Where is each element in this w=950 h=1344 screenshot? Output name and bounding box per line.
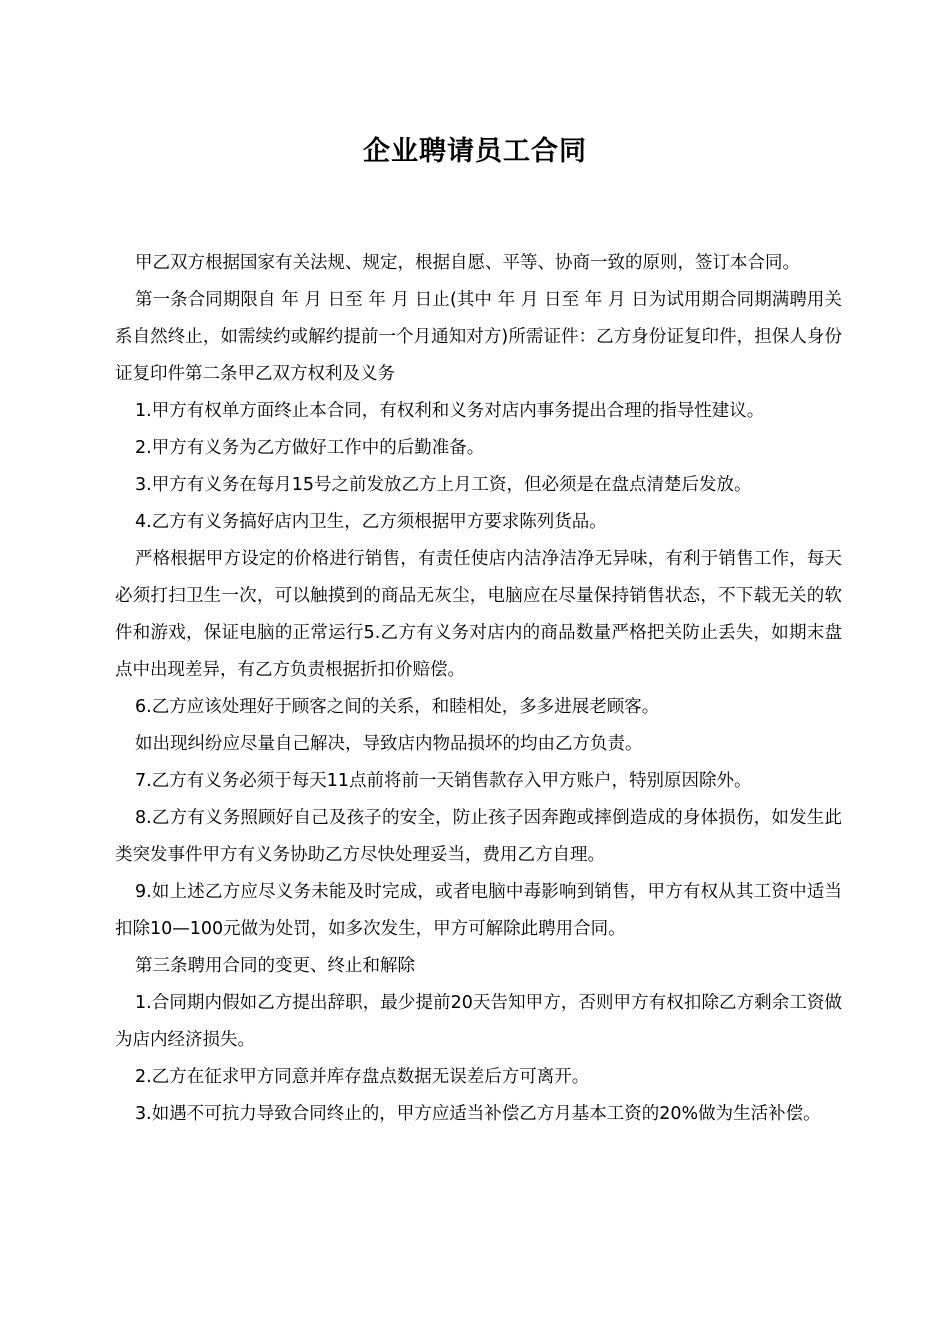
paragraph-item: 2.乙方在征求甲方同意并库存盘点数据无误差后方可离开。	[135, 1067, 590, 1087]
paragraph-item: 如出现纠纷应尽量自己解决，导致店内物品损坏的均由乙方负责。	[135, 734, 643, 754]
paragraph-item: 1.合同期内假如乙方提出辞职，最少提前20天告知甲方，否则甲方有权扣除乙方剩余工资做为店内经济损失。	[115, 993, 842, 1050]
paragraph-item: 6.乙方应该处理好于顾客之间的关系，和睦相处，多多进展老顾客。	[135, 697, 660, 717]
paragraph-item: 8.乙方有义务照顾好自己及孩子的安全，防止孩子因奔跑或摔倒造成的身体损伤，如发生此类突发事件甲方有义务协助乙方尽快处理妥当，费用乙方自理。	[115, 808, 842, 865]
paragraph-item: 3.甲方有义务在每月15号之前发放乙方上月工资，但必须是在盘点清楚后发放。	[135, 475, 752, 495]
paragraph-item: 9.如上述乙方应尽义务未能及时完成，或者电脑中毒影响到销售，甲方有权从其工资中适当扣除10—100元做为处罚，如多次发生，甲方可解除此聘用合同。	[115, 882, 842, 939]
paragraph-item: 3.如遇不可抗力导致合同终止的，甲方应适当补偿乙方月基本工资的20%做为生活补偿。	[135, 1104, 821, 1124]
paragraph-item: 1.甲方有权单方面终止本合同，有权利和义务对店内事务提出合理的指导性建议。	[135, 401, 765, 421]
paragraph-item: 7.乙方有义务必须于每天11点前将前一天销售款存入甲方账户，特别原因除外。	[135, 771, 752, 791]
paragraph-item: 2.甲方有义务为乙方做好工作中的后勤准备。	[135, 438, 485, 458]
paragraph-item: 严格根据甲方设定的价格进行销售，有责任使店内洁净洁净无异味，有利于销售工作，每天必须打扫卫生一次，可以触摸到的商品无灰尘，电脑应在尽量保持销售状态，不下载无关的软件和游戏，保证电脑的正常运行5.乙方有义务对店内的商品数量严格把关防止丢失，如期末盘点中出现差异，有乙方负责根据折扣价赔偿。	[115, 549, 842, 680]
paragraph-article-1: 第一条合同期限自 年 月 日至 年 月 日止(其中 年 月 日至 年 月 日为试用期合同期满聘用关系自然终止，如需续约或解约提前一个月通知对方)所需证件：乙方身份证复印件，担保人身份证复印件第二条甲乙双方权利及义务	[115, 290, 842, 384]
document-title: 企业聘请员工合同	[363, 136, 587, 167]
paragraph-article-3: 第三条聘用合同的变更、终止和解除	[135, 956, 415, 976]
paragraph-item: 4.乙方有义务搞好店内卫生，乙方须根据甲方要求陈列货品。	[135, 512, 607, 532]
paragraph-preamble: 甲乙双方根据国家有关法规、规定，根据自愿、平等、协商一致的原则，签订本合同。	[135, 253, 800, 273]
document-body	[115, 245, 842, 1133]
